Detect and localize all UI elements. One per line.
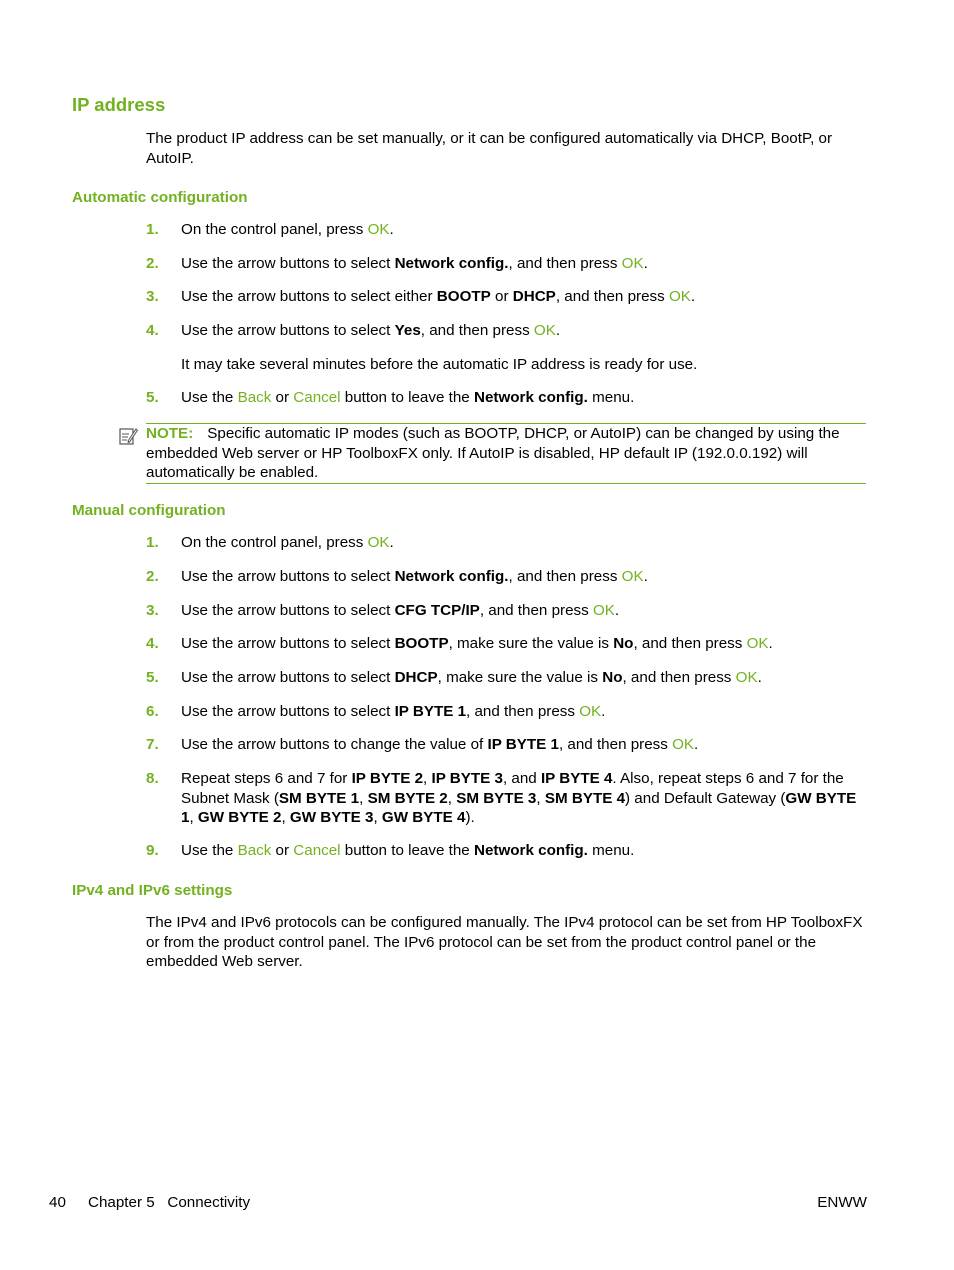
footer-chapter: Chapter 5 Connectivity [88,1194,251,1211]
step-number: 1. [146,534,159,551]
step-text-part: . [601,703,606,720]
step-text-part: button to leave the [340,842,474,859]
button-name-ref: OK [592,602,615,619]
menu-item-ref: IP BYTE 1 [394,703,467,720]
button-name-ref: Cancel [293,842,341,859]
step-text-part: button to leave the [340,389,474,406]
step-number: 3. [146,288,159,305]
menu-item-ref: GW BYTE 4 [381,809,466,827]
step-text-part: , [281,809,290,827]
step-text-part: On the control panel, press [181,534,368,551]
menu-item-ref: SM BYTE 2 [367,789,448,807]
step-item [146,634,870,654]
step-number: 2. [146,568,159,585]
step-text-part: On the control panel, press [181,221,368,238]
button-name-ref: Back [237,842,272,859]
step-text-part: menu. [587,389,635,406]
button-name-ref: Cancel [293,389,341,406]
intro-paragraph: The product IP address can be set manually, or it can be configured automatically via DHCP, BootP, or AutoIP. [146,130,833,167]
ipv-settings-paragraph: The IPv4 and IPv6 protocols can be configured manually. The IPv4 protocol can be set from HP ToolboxFX or from the product control panel. The IPv6 protocol can be set from the product control panel or the embedded Web server. [146,914,863,971]
step-text [181,254,870,274]
step-text-part: . [694,736,699,753]
note-text: Specific automatic IP modes (such as BOOTP, DHCP, or AutoIP) can be changed by using the embedded Web server or HP ToolboxFX only. If AutoIP is disabled, HP default IP (192.0.0.192) will automatically be enabled. [146,425,840,482]
step-text-part: , [359,789,368,807]
menu-item-ref: BOOTP [394,635,449,652]
step-text [181,220,870,240]
menu-item-ref: IP BYTE 3 [431,770,503,787]
step-text-part: . [643,568,648,585]
menu-item-ref: No [602,669,623,686]
step-item [146,254,870,274]
menu-item-ref: No [613,635,634,652]
menu-item-ref: CFG TCP/IP [394,602,480,619]
menu-item-ref: SM BYTE 4 [544,789,626,807]
button-name-ref: OK [367,534,390,551]
step-text-part: or [271,389,294,406]
step-text-part: Use the [181,842,238,859]
step-number: 5. [146,669,159,686]
button-name-ref: OK [735,669,758,686]
menu-item-ref: SM BYTE 3 [456,789,537,807]
step-item [146,841,870,861]
page-title: IP address [72,94,166,115]
step-number: 1. [146,221,159,238]
menu-item-ref: DHCP [512,288,556,305]
step-text-part: or [490,288,513,305]
step-text-part: ). [465,809,475,827]
menu-item-ref: DHCP [394,669,438,686]
step-text-part: It may take several minutes before the automatic IP address is ready for use. [181,356,698,373]
step-text [181,388,870,408]
step-text-part: . [389,534,394,551]
ipv-settings-heading: IPv4 and IPv6 settings [72,882,233,899]
step-text [181,668,870,688]
step-text-part: , and then press [466,703,580,720]
step-text-part: . [614,602,620,619]
step-number: 7. [146,736,159,753]
step-item [146,321,870,341]
step-text [181,533,870,553]
step-text-part: , make sure the value is [448,635,614,652]
step-note-text [146,355,870,375]
menu-item-ref: IP BYTE 4 [540,770,613,787]
step-text-part: , and then press [479,602,593,619]
menu-item-ref: Network config. [473,389,588,406]
step-text-part: Use the arrow buttons to select [181,322,395,339]
auto-config-heading: Automatic configuration [72,189,248,206]
step-text-part: , and then press [508,255,622,272]
step-item [146,601,870,621]
step-number: 6. [146,703,159,720]
menu-item-ref: Yes [394,322,421,339]
step-text [181,287,870,307]
step-text-part: , and then press [508,568,622,585]
step-text-part: . [690,288,696,305]
step-number: 8. [146,770,159,787]
step-text-part: Repeat steps 6 and 7 for [181,770,352,787]
menu-item-ref: GW BYTE 1 [181,789,857,827]
note-pencil-icon [118,426,138,446]
step-text-part: , [536,789,545,807]
button-name-ref: OK [621,255,644,272]
step-text-part: Use the arrow buttons to select [181,669,395,686]
step-number: 5. [146,389,159,406]
button-name-ref: OK [672,736,695,753]
menu-item-ref: Network config. [394,568,509,585]
button-name-ref: OK [621,568,644,585]
step-text-part: Use the arrow buttons to select [181,602,395,619]
step-text-part: . [555,322,561,339]
menu-item-ref: IP BYTE 2 [351,770,424,787]
footer-enww: ENWW [817,1194,867,1211]
menu-item-ref: Network config. [473,842,588,859]
button-name-ref: OK [668,288,691,305]
step-text-part: . [757,669,762,686]
step-number: 4. [146,322,159,339]
step-item [146,533,870,553]
step-item [146,769,870,828]
button-name-ref: OK [746,635,769,652]
step-text-part: Use the arrow buttons to change the value of [181,736,488,753]
menu-item-ref: IP BYTE 1 [487,736,559,753]
step-text [181,601,870,621]
manual-config-heading: Manual configuration [72,502,226,519]
step-text-part: , and then press [633,635,747,652]
menu-item-ref: BOOTP [436,288,491,305]
step-text-part: Use the arrow buttons to select [181,568,395,585]
note-label: NOTE: [146,425,194,442]
step-text [181,735,870,755]
step-text-part: Use the arrow buttons to select [181,635,395,652]
step-number: 9. [146,842,159,859]
step-text-part: menu. [587,842,635,859]
button-name-ref: Back [237,389,272,406]
step-text [181,702,870,722]
step-text-part: . Also, repeat steps 6 and 7 for the Subnet Mask ( [181,770,844,807]
menu-item-ref: GW BYTE 3 [289,809,374,827]
step-text-part: Use the arrow buttons to select [181,255,395,272]
step-text-part: , make sure the value is [437,669,603,686]
step-item [146,287,870,307]
step-text-part: , [447,789,457,807]
button-name-ref: OK [367,221,390,238]
button-name-ref: OK [533,322,556,339]
step-item [146,220,870,240]
step-text-part: . [643,255,648,272]
step-item [146,735,870,755]
step-text-part: , and [502,770,541,787]
menu-item-ref: GW BYTE 2 [197,809,282,827]
step-text-part: . [389,221,394,238]
step-item [146,668,870,688]
step-text-part: Use the arrow buttons to select either [181,288,437,305]
step-text [181,841,870,861]
step-text [181,634,870,654]
step-item [146,567,870,587]
step-text-part: , and then press [622,669,736,686]
step-text-part: , [423,770,432,787]
step-text [181,355,870,375]
step-text-part: Use the arrow buttons to select [181,703,395,720]
step-text-part: , and then press [558,736,673,753]
footer-page-number: 40 [49,1194,66,1211]
step-text-part: or [271,842,294,859]
step-text-part: , and then press [555,288,669,305]
menu-item-ref: Network config. [394,255,509,272]
step-text-part: Use the [181,389,238,406]
step-text [181,321,870,341]
step-number: 3. [146,602,159,619]
step-number: 4. [146,635,159,652]
step-number: 2. [146,255,159,272]
step-text-part: , [373,809,382,827]
step-item [146,388,870,408]
step-text-part: , and then press [420,322,534,339]
step-text-part: . [768,635,773,652]
step-text [181,567,870,587]
menu-item-ref: SM BYTE 1 [278,789,360,807]
button-name-ref: OK [579,703,602,720]
step-item [146,702,870,722]
step-text [181,769,870,828]
note-box [146,423,866,484]
step-text-part: , [189,809,198,827]
step-text-part: ) and Default Gateway ( [625,789,786,807]
